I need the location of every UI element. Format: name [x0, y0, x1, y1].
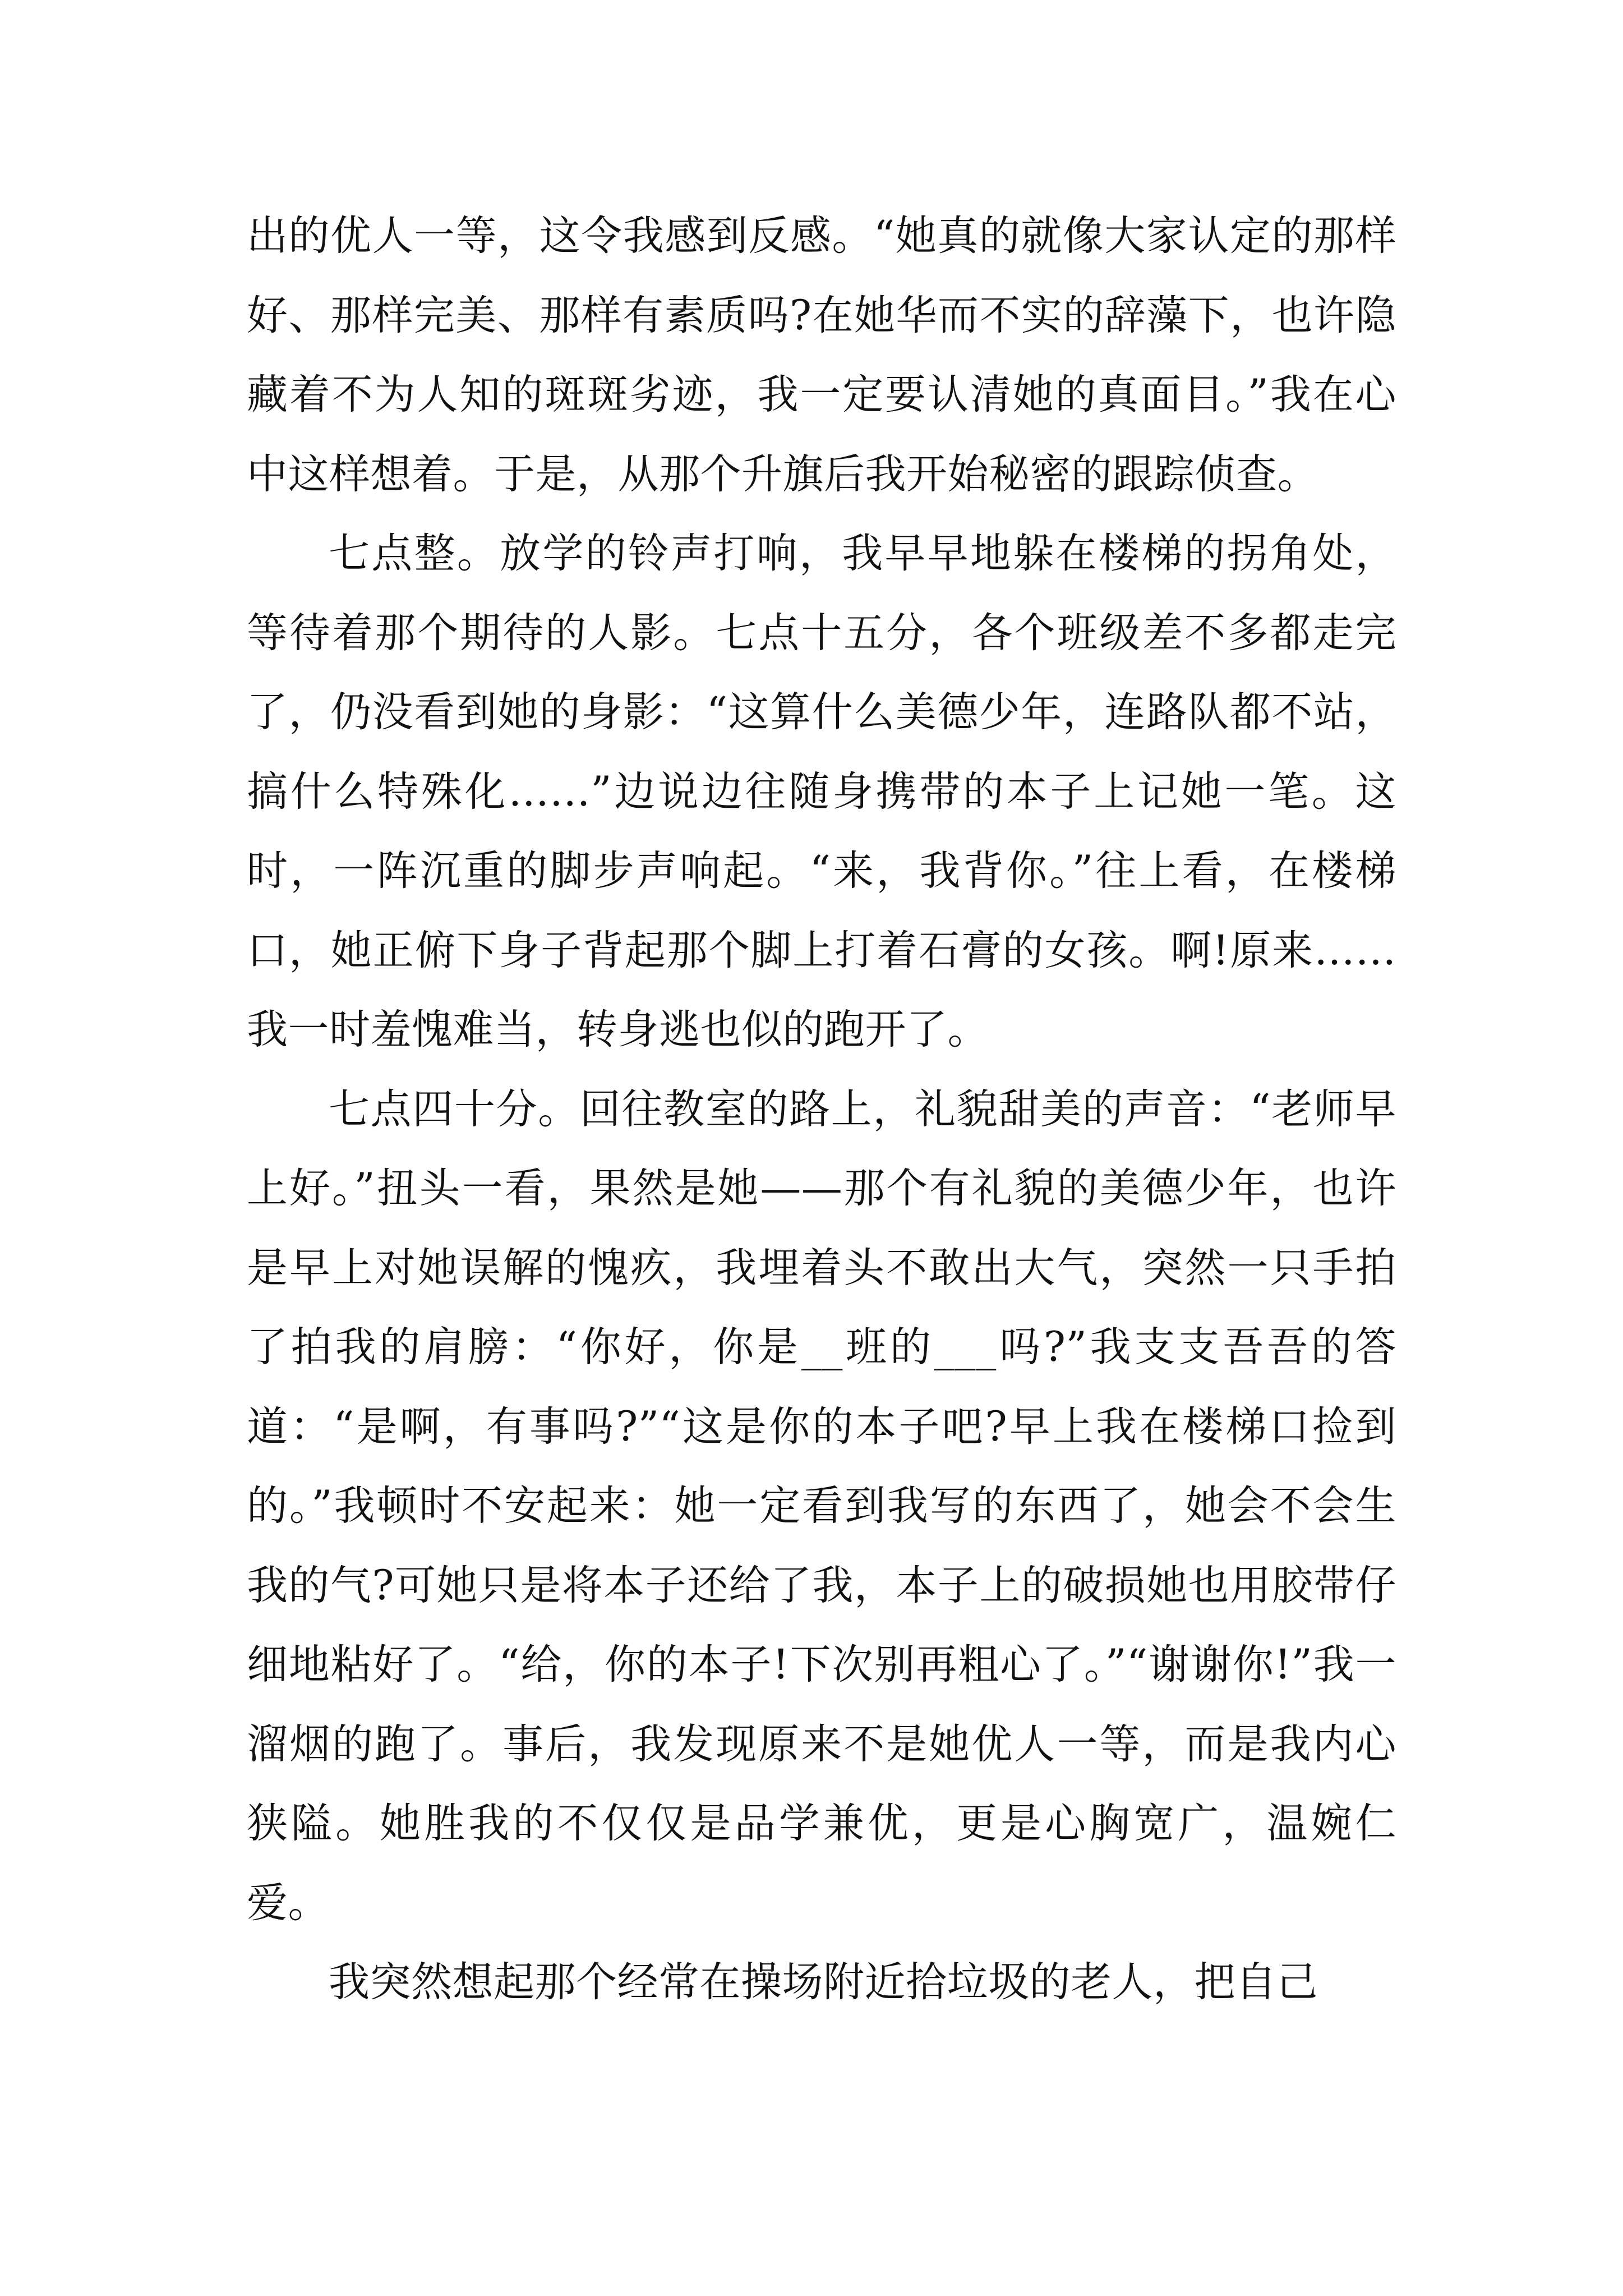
paragraph-continued: 出的优人一等，这令我感到反感。“她真的就像大家认定的那样好、那样完美、那样有素质吗?在她华而不实的辞藻下，也许隐藏着不为人知的斑斑劣迹，我一定要认清她的真面目。”我在心中这样想着。于是，从那个升旗后我开始秘密的跟踪侦查。	[247, 212, 1396, 498]
body-text	[247, 196, 1396, 2022]
paragraph-seven-forty: 七点四十分。回往教室的路上，礼貌甜美的声音：“老师早上好。”扭头一看，果然是她——那个有礼貌的美德少年，也许是早上对她误解的愧疚，我埋着头不敢出大气，突然一只手拍了拍我的肩膀：“你好，你是__班的___吗?”我支支吾吾的答道：“是啊，有事吗?”“这是你的本子吧?早上我在楼梯口捡到的。”我顿时不安起来：她一定看到我写的东西了，她会不会生我的气?可她只是将本子还给了我，本子上的破损她也用胶带仔细地粘好了。“给，你的本子!下次别再粗心了。”“谢谢你!”我一溜烟的跑了。事后，我发现原来不是她优人一等，而是我内心狭隘。她胜我的不仅仅是品学兼优，更是心胸宽广，温婉仁爱。	[247, 1085, 1396, 1927]
paragraph-old-man: 我突然想起那个经常在操场附近拾垃圾的老人，把自己	[329, 1958, 1318, 2006]
paragraph-seven-oclock: 七点整。放学的铃声打响，我早早地躲在楼梯的拐角处，等待着那个期待的人影。七点十五分，各个班级差不多都走完了，仍没看到她的身影：“这算什么美德少年，连路队都不站，搞什么特殊化……”边说边往随身携带的本子上记她一笔。这时，一阵沉重的脚步声响起。“来，我背你。”往上看，在楼梯口，她正俯下身子背起那个脚上打着石膏的女孩。啊!原来……我一时羞愧难当，转身逃也似的跑开了。	[247, 530, 1396, 1053]
